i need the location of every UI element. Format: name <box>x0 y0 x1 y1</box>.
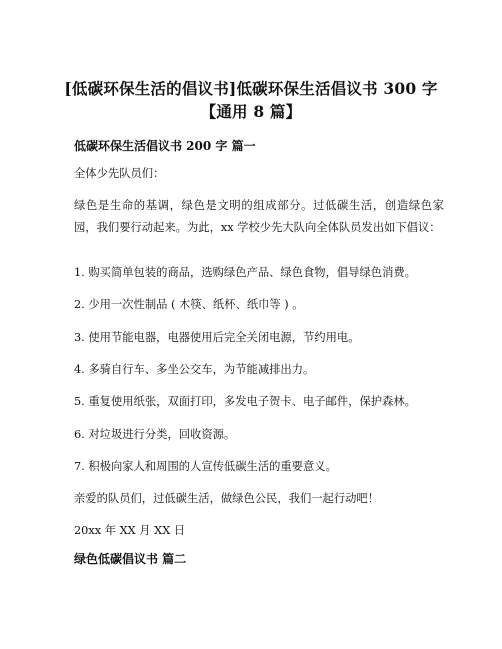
list-item: 2. 少用一次性制品 ( 木筷、纸杯、纸巾等 ) 。 <box>74 298 304 311</box>
list-item: 3. 使用节能电器，电器使用后完全关闭电源，节约用电。 <box>74 331 360 344</box>
document-subtitle: 【通用 8 篇】 <box>200 102 302 121</box>
salutation: 全体少先队员们： <box>74 167 165 180</box>
list-item: 5. 重复使用纸张，双面打印，多发电子贺卡、电子邮件，保护森林。 <box>74 395 416 408</box>
section-heading-2: 绿色低碳倡议书 篇二 <box>74 552 187 566</box>
date-line: 20xx 年 XX 月 XX 日 <box>74 524 186 537</box>
list-item: 7. 积极向家人和周围的人宣传低碳生活的重要意义。 <box>74 460 337 473</box>
list-item: 6. 对垃圾进行分类，回收资源。 <box>74 428 236 441</box>
section-heading-1: 低碳环保生活倡议书 200 字 篇一 <box>74 139 256 153</box>
document-title: [低碳环保生活的倡议书]低碳环保生活倡议书 300 字 <box>64 79 438 98</box>
closing-text: 亲爱的队员们，过低碳生活，做绿色公民，我们一起行动吧！ <box>74 492 380 505</box>
intro-paragraph: 绿色是生命的基调，绿色是文明的组成部分。过低碳生活，创造绿色家园，我们要行动起来。为此，xx 学校少先大队向全体队员发出如下倡议： <box>74 199 444 234</box>
list-item: 1. 购买简单包装的商品，选购绿色产品、绿色食物，倡导绿色消费。 <box>74 266 416 279</box>
list-item: 4. 多骑自行车、多坐公交车，为节能减排出力。 <box>74 363 315 376</box>
